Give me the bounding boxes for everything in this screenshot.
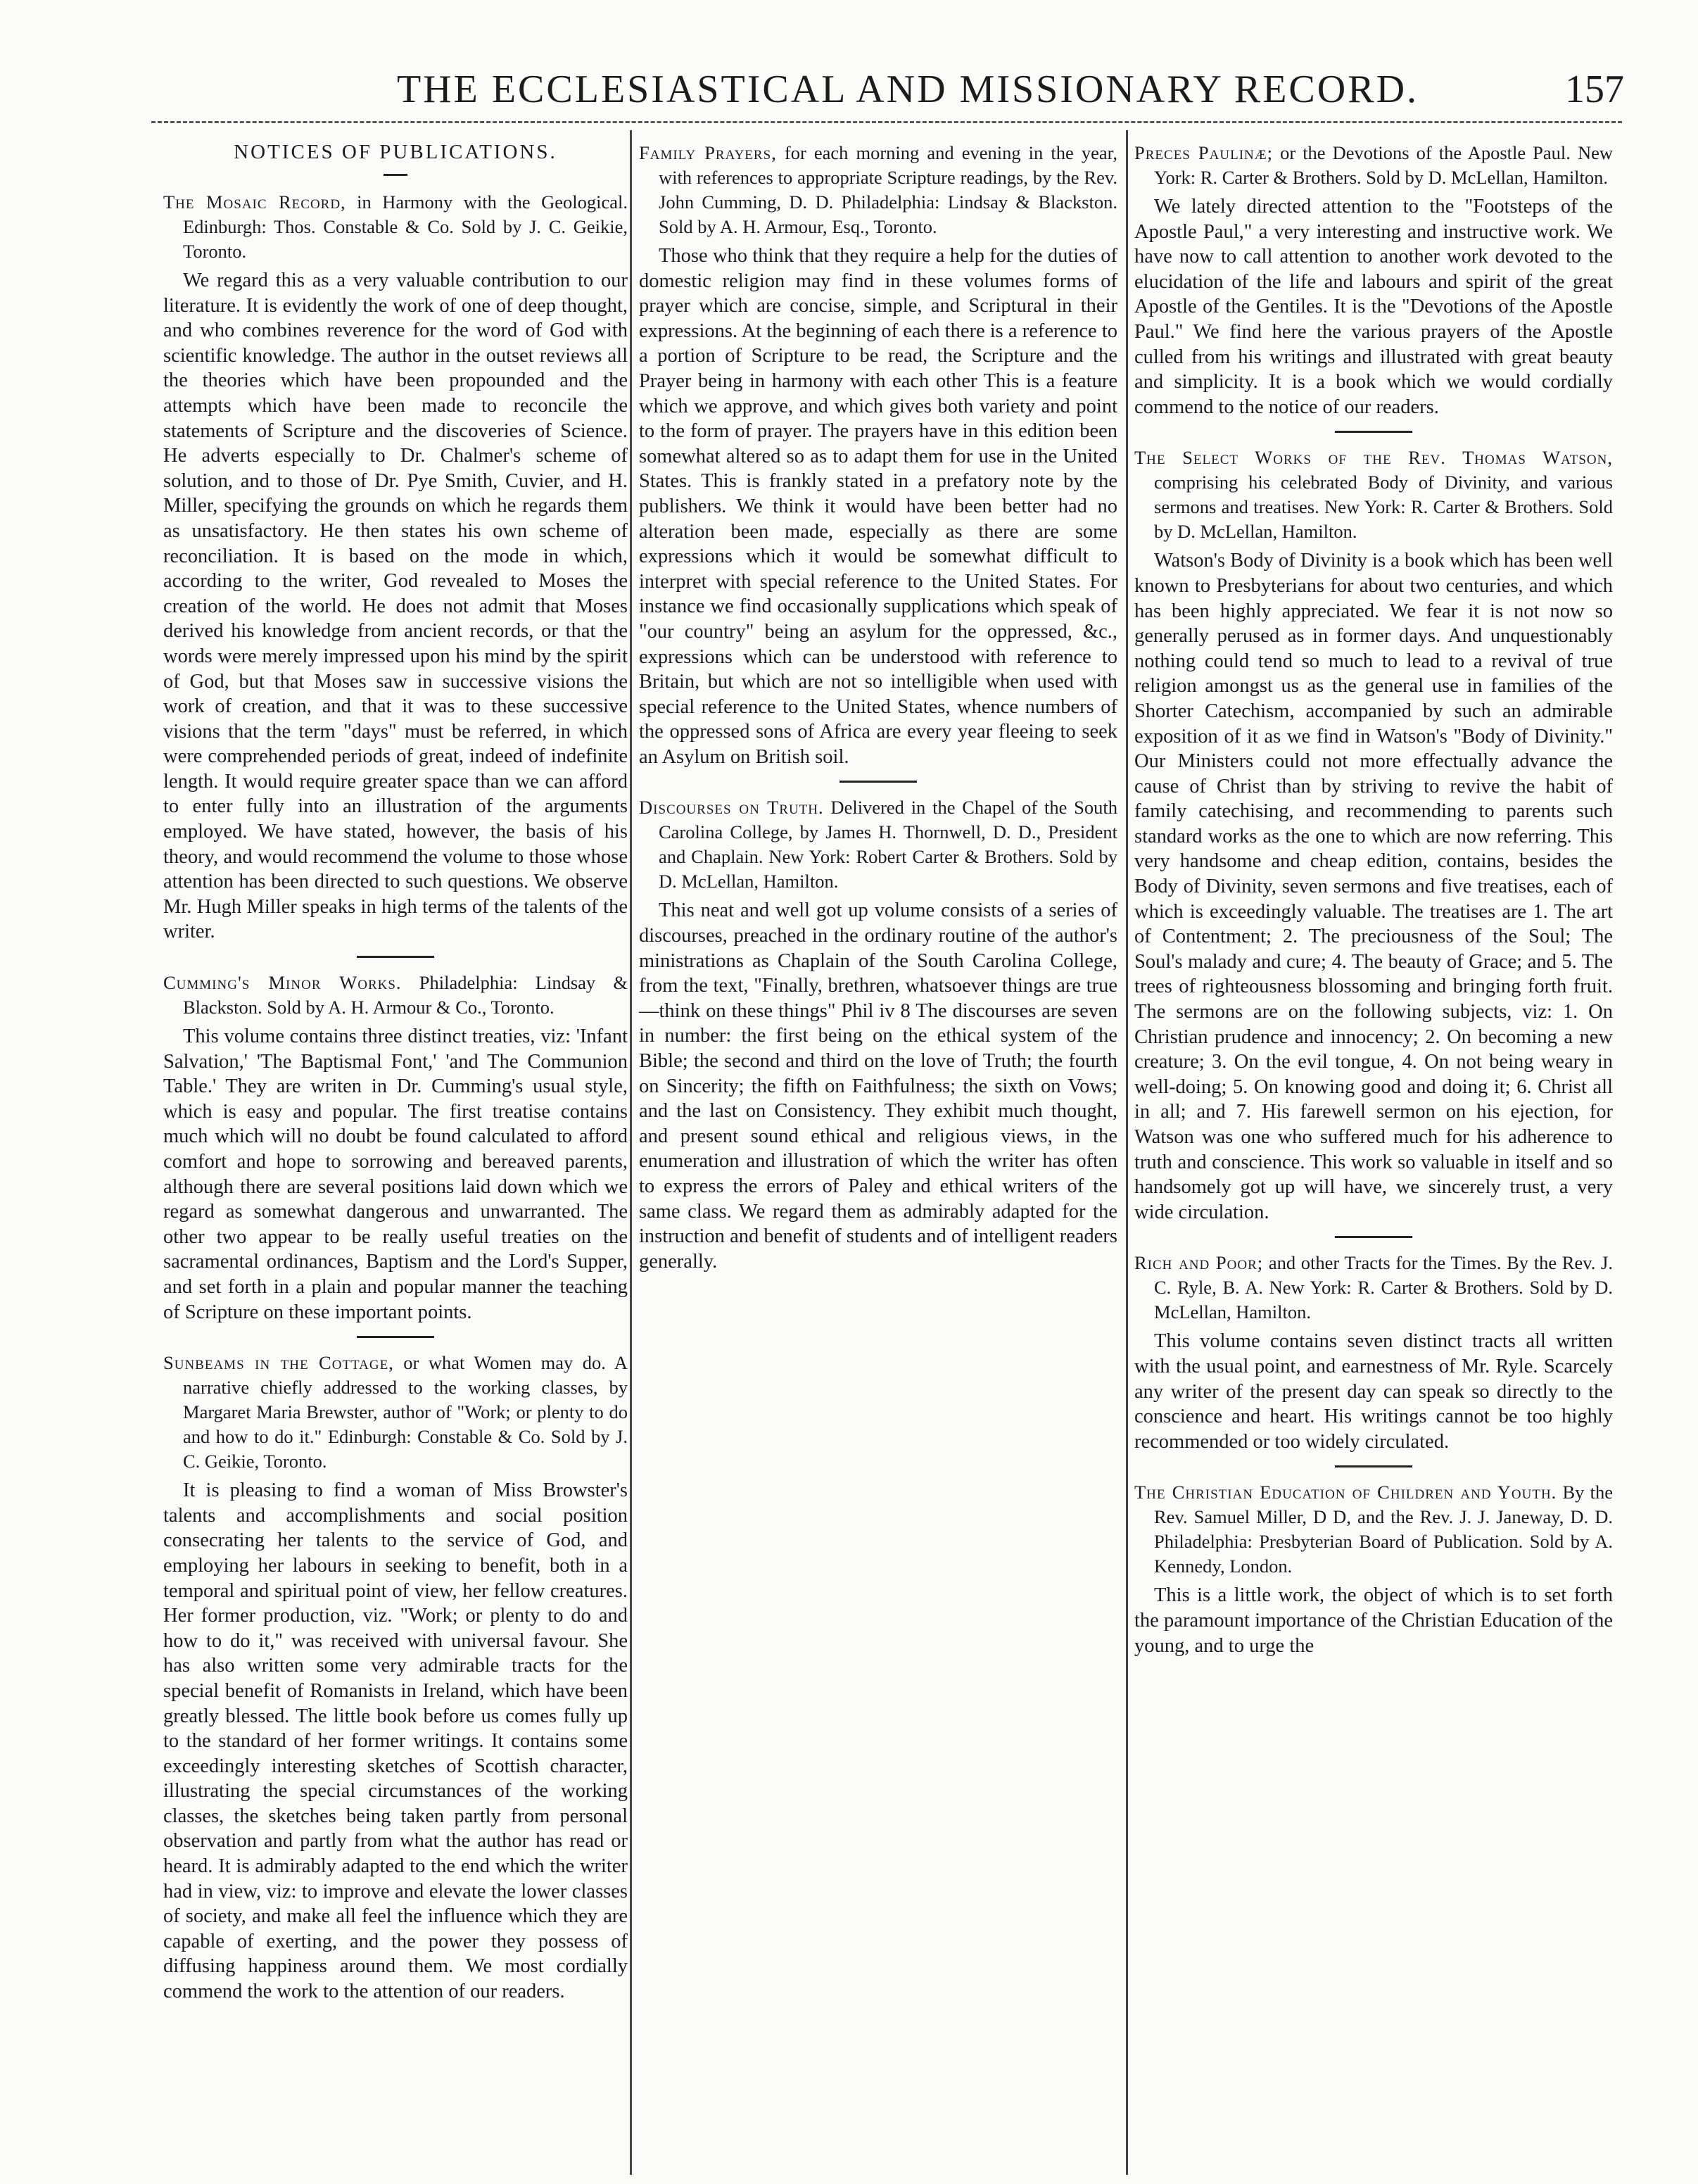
masthead [0,0,1698,120]
notice-imprint: or what Women may do. A narrative chiefly addressed to the working classes, by Margaret Maria Brewster, author of "Work; or plenty to do and how to do it." Edinburgh: Constable & Co. Sold by J. C. Geikie, Toronto. [183,1352,628,1472]
notice-rich-and-poor [1134,1251,1613,1454]
notice-divider [1335,1465,1412,1467]
notice-imprint: By the Rev. Samuel Miller, D D, and the Rev. J. J. Janeway, D. D. Philadelphia: Presbyterian Board of Publication. Sold by A. Kennedy, London. [1154,1482,1613,1577]
notice-title: Preces Paulinæ; [1134,142,1274,163]
notice-citation [1134,1251,1613,1325]
column-divider [1126,130,1128,2175]
notice-imprint: Delivered in the Chapel of the South Carolina College, by James H. Thornwell, D. D., President and Chaplain. New York: Robert Carter & Brothers. Sold by D. McLellan, Hamilton. [659,797,1117,892]
notice-title: Discourses on Truth. [639,797,824,819]
notice-body: This neat and well got up volume consists of a series of discourses, preached in the ordinary routine of the author's ministrations as Chaplain of the South Carolina College, from the text, "Finally, brethren, whatsoever things are true—think on these things" Phil iv 8 The discourses are seven in number: the first being on the ethical system of the Bible; the second and third on the love of Truth; the fourth on Sincerity; the fifth on Faithfulness; the sixth on Vows; and the last on Consistency. They exhibit much thought, and present sound ethical and religious views, in the enumeration and illustration of which the writer has often to express the errors of Paley and ethical writers of the same class. We regard them as admirably adapted for the instruction and benefit of students and of intelligent readers generally. [639,900,1117,1273]
notice-body: This volume contains three distinct treaties, viz: 'Infant Salvation,' 'The Baptismal Font,' 'and The Communion Table.' They are writen in Dr. Cumming's usual style, which is easy and popular. The first treatise contains much which will no doubt be found calculated to afford comfort and hope to sorrowing and bereaved parents, although there are several positions laid down which we regard as somewhat dangerous and unwarranted. The other two appear to be really useful treaties on the sacramental ordinances, Baptism and the Lord's Supper, and set forth in a plain and popular manner the teaching of Scripture on these important points. [163,1025,628,1323]
notice-select-works-watson [1134,446,1613,1225]
notice-divider [357,956,434,958]
notice-citation [639,141,1117,239]
running-title: THE ECCLESIASTICAL AND MISSIONARY RECORD. [396,68,1419,111]
notice-body: We regard this as a very valuable contribution to our literature. It is evidently the work of one of deep thought, and who combines reverence for the word of God with scientific knowledge. The author in the outset reviews all the theories which have been propounded and the attempts which have been made to reconcile the statements of Scripture and the discoveries of Science. He adverts especially to Dr. Chalmer's scheme of solution, and to those of Dr. Pye Smith, Cuvier, and H. Miller, specifying the grounds on which he regards them as unsatisfactory. He then states his own scheme of reconciliation. It is based on the mode in which, according to the writer, God revealed to Moses the creation of the world. He does not admit that Moses derived his knowledge from ancient records, or that the words were merely impressed upon his mind by the spirit of God, but that Moses saw in successive visions the work of creation, and that it was to these successive visions that the term "days" must be referred, in which were comprehended periods of great, indeed of indefinite length. It would require greater space than we can afford to enter fully into an illustration of the arguments employed. We have stated, however, the basis of his theory, and would recommend the volume to those whose attention has been directed to such questions. We observe Mr. Hugh Miller speaks in high terms of the talents of the writer. [163,270,628,943]
column-2 [639,141,1117,1281]
notice-sunbeams-in-the-cottage [163,1351,628,2004]
notice-citation [163,971,628,1020]
notice-discourses-on-truth [639,795,1117,1274]
notice-title: The Select Works of the Rev. Thomas Watson, [1134,447,1613,469]
notice-body: We lately directed attention to the "Footsteps of the Apostle Paul," a very interesting and instructive work. We have now to call attention to another work devoted to the elucidation of the life and labours and spirit of the great Apostle of the Gentiles. It is the "Devotions of the Apostle Paul." We find here the various prayers of the Apostle culled from his writings and illustrated with great beauty and simplicity. It is a book which we would cordially commend to the notice of our readers. [1134,196,1613,418]
column-3 [1134,141,1613,1665]
notice-cummings-minor-works [163,971,628,1325]
notice-title: The Christian Education of Children and Youth. [1134,1482,1557,1503]
notice-body: This is a little work, the object of which is to set forth the paramount importance of the Christian Education of the young, and to urge the [1134,1584,1613,1657]
notice-imprint: comprising his celebrated Body of Divinity, and various sermons and treatises. New York: R. Carter & Brothers. Sold by D. McLellan, Hamilton. [1154,472,1613,543]
notice-citation [1134,446,1613,544]
notice-title: Cumming's Minor Works. [163,972,402,994]
notice-family-prayers [639,141,1117,769]
notice-body: Watson's Body of Divinity is a book which has been well known to Presbyterians for about two centuries, and which has been highly appreciated. We fear it is not now so generally perused as in former days. And unquestionably nothing could tend so much to lead to a revival of true religion amongst us as the general use in families of the Shorter Catechism, accompanied by such an admirable exposition of it as we find in Watson's "Body of Divinity." Our Ministers could not more effectually advance the cause of Christ than by striving to revive the habit of family catechising, and recommending to parents such standard works as the one to which are now referring. This very handsome and cheap edition, contains, besides the Body of Divinity, seven sermons and five treatises, each of which is exceedingly valuable. The treatises are 1. The art of Contentment; 2. The preciousness of the Soul; The Soul's malady and cure; 4. The beauty of Grace; and 5. The trees of righteousness blossoming and bringing forth fruit. The sermons are on the following subjects, viz: 1. On Christian prudence and innocency; 2. On becoming a new creature; 3. On the evil tongue, 4. On not being weary in well-doing; 5. On knowing good and doing it; 6. Christ all in all; and 7. His farewell sermon on his ejection, for Watson was one who suffered much for his adherence to truth and conscience. This work so valuable in itself and so handsomely got up will have, we sincerely trust, a very wide circulation. [1134,550,1613,1223]
notice-preces-paulinae [1134,141,1613,419]
notice-imprint: Philadelphia: Lindsay & Blackston. Sold by A. H. Armour & Co., Toronto. [183,972,628,1018]
section-heading: NOTICES OF PUBLICATIONS. [234,141,557,163]
heading-dash [384,174,407,176]
notice-imprint: in Harmony with the Geological. Edinburgh: Thos. Constable & Co. Sold by J. C. Geikie, Toronto. [183,191,628,262]
notice-imprint: for each morning and evening in the year, with references to appropriate Scripture readings, by the Rev. John Cumming, D. D. Philadelphia: Lindsay & Blackston. Sold by A. H. Armour, Esq., Toronto. [659,142,1117,237]
notice-divider [1335,1236,1412,1238]
notice-title: Family Prayers, [639,142,777,163]
notice-body: Those who think that they require a help for the duties of domestic religion may find in these volumes forms of prayer which are concise, simple, and Scriptural in their expressions. At the beginning of each there is a reference to a portion of Scripture to be read, the Scripture and the Prayer being in harmony with each other This is a feature which we approve, and which gives both variety and point to the form of prayer. The prayers have in this edition been somewhat altered so as to adapt them for use in the United States. This is frankly stated in a prefatory note by the publishers. We think it would have been better had no alteration been made, especially as there are some expressions which it would be somewhat difficult to interpret with special reference to the United States. For instance we find occasionally supplications which speak of "our country" being an asylum for the oppressed, &c., expressions which can be understood with reference to Britain, but which are not so intelligible when used with special reference to the United States, whence numbers of the oppressed sons of Africa are every year fleeing to seek an Asylum on British soil. [639,245,1117,768]
notice-divider [357,1336,434,1338]
notice-citation [639,795,1117,894]
notice-christian-education [1134,1480,1613,1658]
page-number: 157 [1565,68,1624,111]
column-1 [163,141,628,2012]
notice-citation [1134,1480,1613,1579]
notice-mosaic-record [163,190,628,945]
notice-title: The Mosaic Record, [163,191,346,213]
notice-divider [1335,431,1412,433]
notice-imprint: and other Tracts for the Times. By the Rev. J. C. Ryle, B. A. New York: R. Carter & Brothers. Sold by D. McLellan, Hamilton. [1154,1252,1613,1323]
notice-body: This volume contains seven distinct tracts all written with the usual point, and earnestness of Mr. Ryle. Scarcely any writer of the present day can speak so directly to the conscience and heart. His writings cannot be too highly recommended or too widely circulated. [1134,1330,1613,1453]
notice-body: It is pleasing to find a woman of Miss Browster's talents and accomplishments and social position consecrating her talents to the service of God, and employing her labours in seeking to benefit, both in a temporal and spiritual point of view, her fellow creatures. Her former production, viz. "Work; or plenty to do and how to do it," was received with universal favour. She has also written some very admirable tracts for the special benefit of Romanists in Ireland, which have been greatly blessed. The little book before us comes fully up to the standard of her former writings. It contains some exceedingly interesting sketches of Scottish character, illustrating the special circumstances of the working classes, the sketches being taken partly from personal observation and partly from what the author has read or heard. It is admirably adapted to the end which the writer had in view, viz: to improve and elevate the lower classes of society, and make all feel the influence which they are capable of exerting, and the power they possess of diffusing happiness around them. We most cordially commend the work to the attention of our readers. [163,1479,628,2003]
notice-divider [840,781,917,783]
notice-citation [163,190,628,264]
notice-citation [1134,141,1613,190]
notice-title: Sunbeams in the Cottage, [163,1352,394,1374]
notice-imprint: or the Devotions of the Apostle Paul. New York: R. Carter & Brothers. Sold by D. McLellan, Hamilton. [1154,142,1613,188]
notice-citation [163,1351,628,1474]
column-divider [630,130,632,2175]
header-rule [151,121,1622,123]
notice-title: Rich and Poor; [1134,1252,1264,1274]
